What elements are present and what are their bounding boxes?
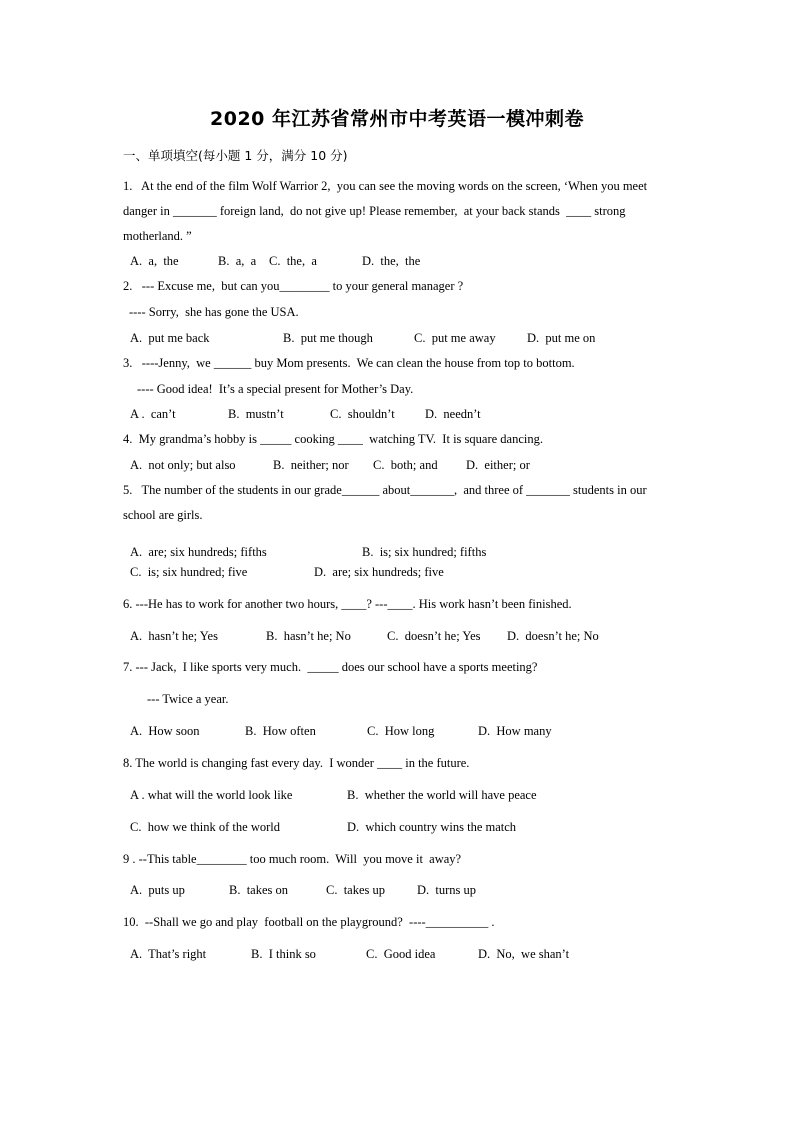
question-8-option-c: C. how we think of the world: [130, 820, 280, 834]
question-9-option-a: A. puts up: [130, 883, 185, 897]
question-2-line-2: ---- Sorry, she has gone the USA.: [129, 305, 299, 319]
question-10-option-c: C. Good idea: [366, 947, 436, 961]
question-8-option-d: D. which country wins the match: [347, 820, 517, 834]
question-10-option-b: B. I think so: [251, 947, 316, 961]
question-2-option-a: A. put me back: [130, 331, 210, 345]
question-7-line-1: 7. --- Jack, I like sports very much. _____ does our school have a sports meeting?: [123, 660, 538, 674]
question-1-option-d: D. the, the: [362, 254, 421, 268]
question-4-option-b: B. neither; nor: [273, 458, 349, 472]
question-3-option-d: D. needn’t: [425, 407, 481, 421]
question-3-option-c: C. shouldn’t: [330, 407, 395, 421]
question-6-option-c: C. doesn’t he; Yes: [387, 629, 481, 643]
exam-title: 2020 年江苏省常州市中考英语一模冲刺卷: [210, 108, 584, 130]
question-5-line-2: school are girls.: [123, 508, 203, 522]
question-10-option-d: D. No, we shan’t: [478, 947, 570, 961]
question-1-option-a: A. a, the: [130, 254, 179, 268]
question-5-option-c: C. is; six hundred; five: [130, 565, 248, 579]
question-6-option-a: A. hasn’t he; Yes: [130, 629, 218, 643]
question-2-option-b: B. put me though: [283, 331, 373, 345]
question-8-option-a: A . what will the world look like: [130, 788, 293, 802]
question-1-line-2: danger in _______ foreign land, do not give up! Please remember, at your back stands ____ strong: [123, 204, 626, 218]
question-2-line-1: 2. --- Excuse me, but can you________ to your general manager ?: [123, 279, 464, 293]
question-4-line-1: 4. My grandma’s hobby is _____ cooking ____ watching TV. It is square dancing.: [123, 432, 543, 446]
question-1-option-b: B. a, a: [218, 254, 257, 268]
question-2-option-d: D. put me on: [527, 331, 596, 345]
question-10-option-a: A. That’s right: [130, 947, 207, 961]
question-9-option-d: D. turns up: [417, 883, 477, 897]
question-7-option-d: D. How many: [478, 724, 552, 738]
question-8-option-b: B. whether the world will have peace: [347, 788, 537, 802]
question-5-option-b: B. is; six hundred; fifths: [362, 545, 487, 559]
question-5-option-a: A. are; six hundreds; fifths: [130, 545, 267, 559]
question-4-option-a: A. not only; but also: [130, 458, 236, 472]
question-1-option-c: C. the, a: [269, 254, 317, 268]
question-3-option-b: B. mustn’t: [228, 407, 284, 421]
question-7-option-a: A. How soon: [130, 724, 200, 738]
question-6-option-d: D. doesn’t he; No: [507, 629, 599, 643]
question-3-option-a: A . can’t: [130, 407, 176, 421]
question-8-line-1: 8. The world is changing fast every day. I wonder ____ in the future.: [123, 756, 470, 770]
question-6-line-1: 6. ---He has to work for another two hours, ____? ---____. His work hasn’t been finished.: [123, 597, 572, 611]
question-1-line-3: motherland. ”: [123, 229, 192, 243]
question-9-option-b: B. takes on: [229, 883, 289, 897]
question-7-line-2: --- Twice a year.: [147, 692, 229, 706]
question-7-option-c: C. How long: [367, 724, 435, 738]
question-4-option-d: D. either; or: [466, 458, 530, 472]
question-9-line-1: 9 . --This table________ too much room. Will you move it away?: [123, 852, 462, 866]
question-4-option-c: C. both; and: [373, 458, 438, 472]
question-2-option-c: C. put me away: [414, 331, 496, 345]
question-6-option-b: B. hasn’t he; No: [266, 629, 351, 643]
question-3-line-2: ---- Good idea! It’s a special present for Mother’s Day.: [137, 382, 414, 396]
question-10-line-1: 10. --Shall we go and play football on the playground? ----__________ .: [123, 915, 495, 929]
question-5-option-d: D. are; six hundreds; five: [314, 565, 444, 579]
question-3-line-1: 3. ----Jenny, we ______ buy Mom presents. We can clean the house from top to bottom.: [123, 356, 575, 370]
question-5-line-1: 5. The number of the students in our grade______ about_______, and three of _______ students in our: [123, 483, 647, 497]
section-heading: 一、单项填空(每小题 1 分，满分 10 分): [123, 148, 348, 163]
question-9-option-c: C. takes up: [326, 883, 386, 897]
question-7-option-b: B. How often: [245, 724, 316, 738]
question-1-line-1: 1. At the end of the film Wolf Warrior 2, you can see the moving words on the screen, ‘When you meet: [123, 179, 648, 193]
